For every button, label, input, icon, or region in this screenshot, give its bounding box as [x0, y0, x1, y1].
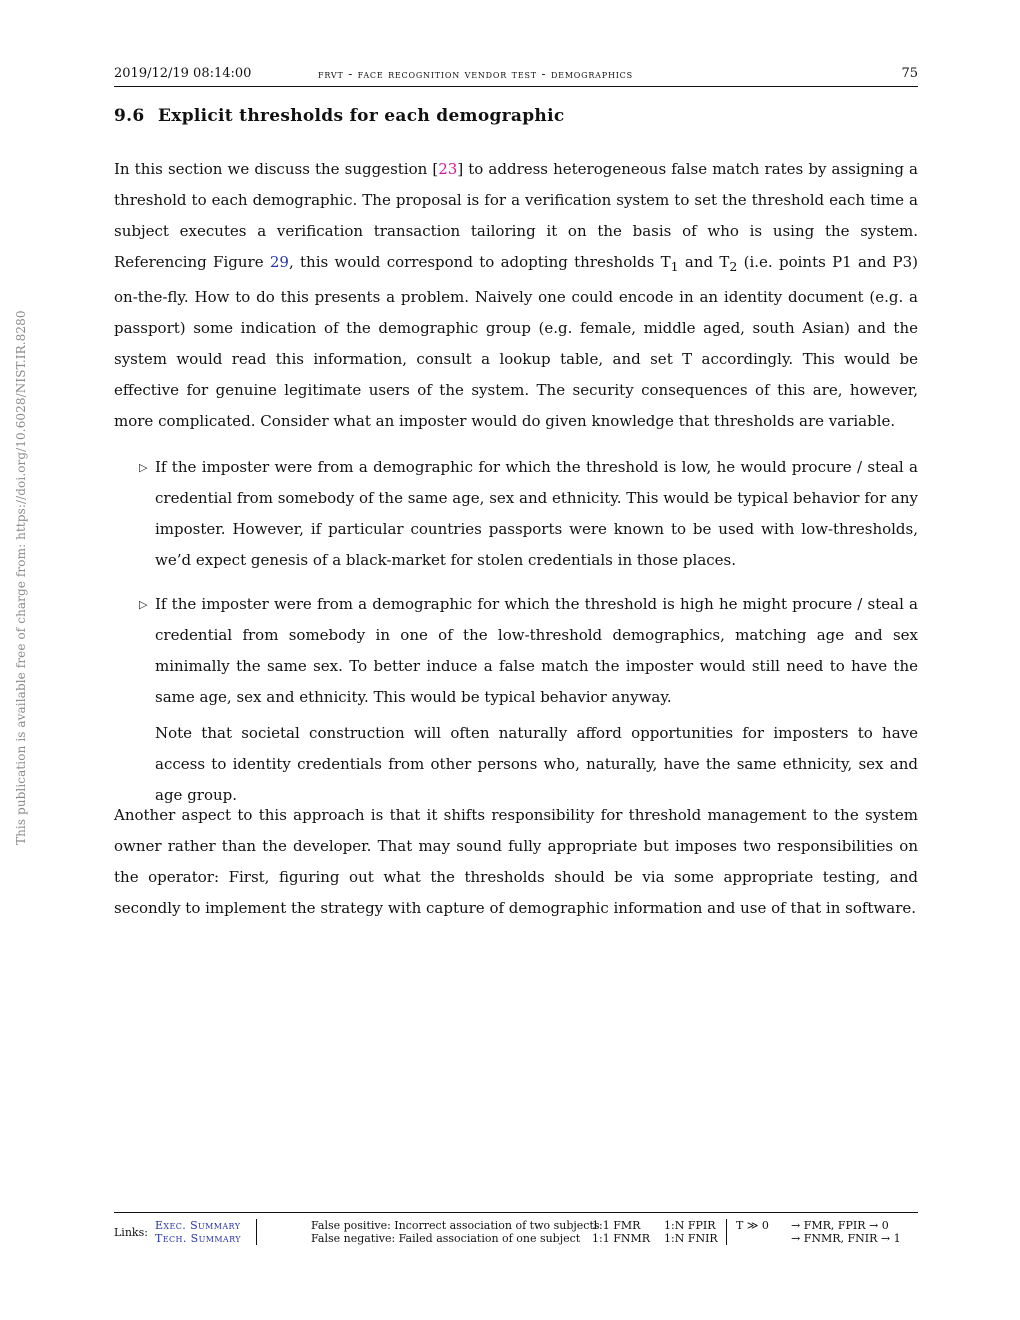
footer-divider [726, 1219, 727, 1245]
intro-text-1: In this section we discuss the suggestion [ [114, 160, 439, 178]
page-number: 75 [901, 66, 918, 81]
section-heading [114, 106, 565, 126]
false-negative-definition: False negative: Failed association of one subject [311, 1232, 581, 1245]
page-footer [114, 1218, 918, 1252]
closing-paragraph: Another aspect to this approach is that it shifts responsibility for threshold management to the system owner rather than the developer. That may sound fully appropriate but imposes two responsibilities on the operator: First, figuring out what the thresholds should be via some appropriate testing, and secondly to implement the strategy with capture of demographic information and use of that in software. [114, 806, 918, 917]
bullet-marker-icon: ▷ [139, 598, 148, 611]
citation-link[interactable]: 23 [438, 160, 458, 178]
tech-summary-link[interactable]: Tech. Summary [155, 1232, 241, 1245]
threshold-outcome-1: → FMR, FPIR → 0 [791, 1219, 889, 1232]
intro-text-2: ] to address heterogeneous false match rates by assigning a threshold to each demographic. The proposal is for a verification system to set the threshold each time a subject executes a verification transaction tailoring it on the basis of who is using the system. Referencing Figure [114, 160, 918, 271]
intro-text-5: (i.e. points P1 and P3) on-the-fly. How to do this presents a problem. Naively one could encode in an identity document (e.g. a passport) some indication of the demographic group (e.g. female, middle aged, south Asian) and the system would read this information, consult a lookup table, and set T accordingly. This would be effective for genuine legitimate users of the system. The security consequences of this are, however, more complicated. Consider what an imposter would do given knowledge that thresholds are variable. [114, 253, 918, 430]
header-date: 2019/12/19 08:14:00 [114, 66, 252, 81]
subscript-2: 2 [729, 259, 738, 274]
threshold-outcome-2: → FNMR, FNIR → 1 [791, 1232, 901, 1245]
footer-links-label: Links: [114, 1226, 148, 1239]
false-positive-definition: False positive: Incorrect association of two subjects [311, 1219, 600, 1232]
doi-side-stamp: This publication is available free of charge from: https://doi.org/10.6028/NIST.IR.8280 [14, 310, 28, 845]
threshold-label: T ≫ 0 [736, 1219, 769, 1232]
exec-summary-link[interactable]: Exec. Summary [155, 1219, 241, 1232]
intro-paragraph [114, 154, 918, 437]
fmr-label: 1:1 FMR [592, 1219, 641, 1232]
section-number: 9.6 [114, 106, 145, 126]
header-running-title: frvt - face recognition vendor test - demographics [318, 67, 633, 81]
fnir-label: 1:N FNIR [664, 1232, 718, 1245]
bullet-item: If the imposter were from a demographic for which the threshold is low, he would procure / steal a credential from somebody of the same age, sex and ethnicity. This would be typical behavior for any imposter. However, if particular countries passports were known to be used with low-thresholds, we’d expect genesis of a black-market for stolen credentials in those places. [155, 458, 918, 569]
footer-rule [114, 1212, 918, 1213]
subscript-1: 1 [670, 259, 679, 274]
figure-link[interactable]: 29 [269, 253, 289, 271]
intro-text-3: , this would correspond to adopting thresholds T [288, 253, 671, 271]
footer-divider [256, 1219, 257, 1245]
fnmr-label: 1:1 FNMR [592, 1232, 651, 1245]
bullet-marker-icon: ▷ [139, 461, 148, 474]
intro-text-4: and T [678, 253, 730, 271]
bullet-note: Note that societal construction will often naturally afford opportunities for imposters to have access to identity credentials from other persons who, naturally, have the same ethnicity, sex and age group. [155, 724, 918, 804]
bullet-item: If the imposter were from a demographic for which the threshold is high he might procure / steal a credential from somebody in one of the low-threshold demographics, matching age and sex minimally the same sex. To better induce a false match the imposter would still need to have the same age, sex and ethnicity. This would be typical behavior anyway. [155, 595, 918, 706]
section-title: Explicit thresholds for each demographic [158, 106, 565, 126]
fpir-label: 1:N FPIR [664, 1219, 716, 1232]
page-header [114, 64, 918, 87]
